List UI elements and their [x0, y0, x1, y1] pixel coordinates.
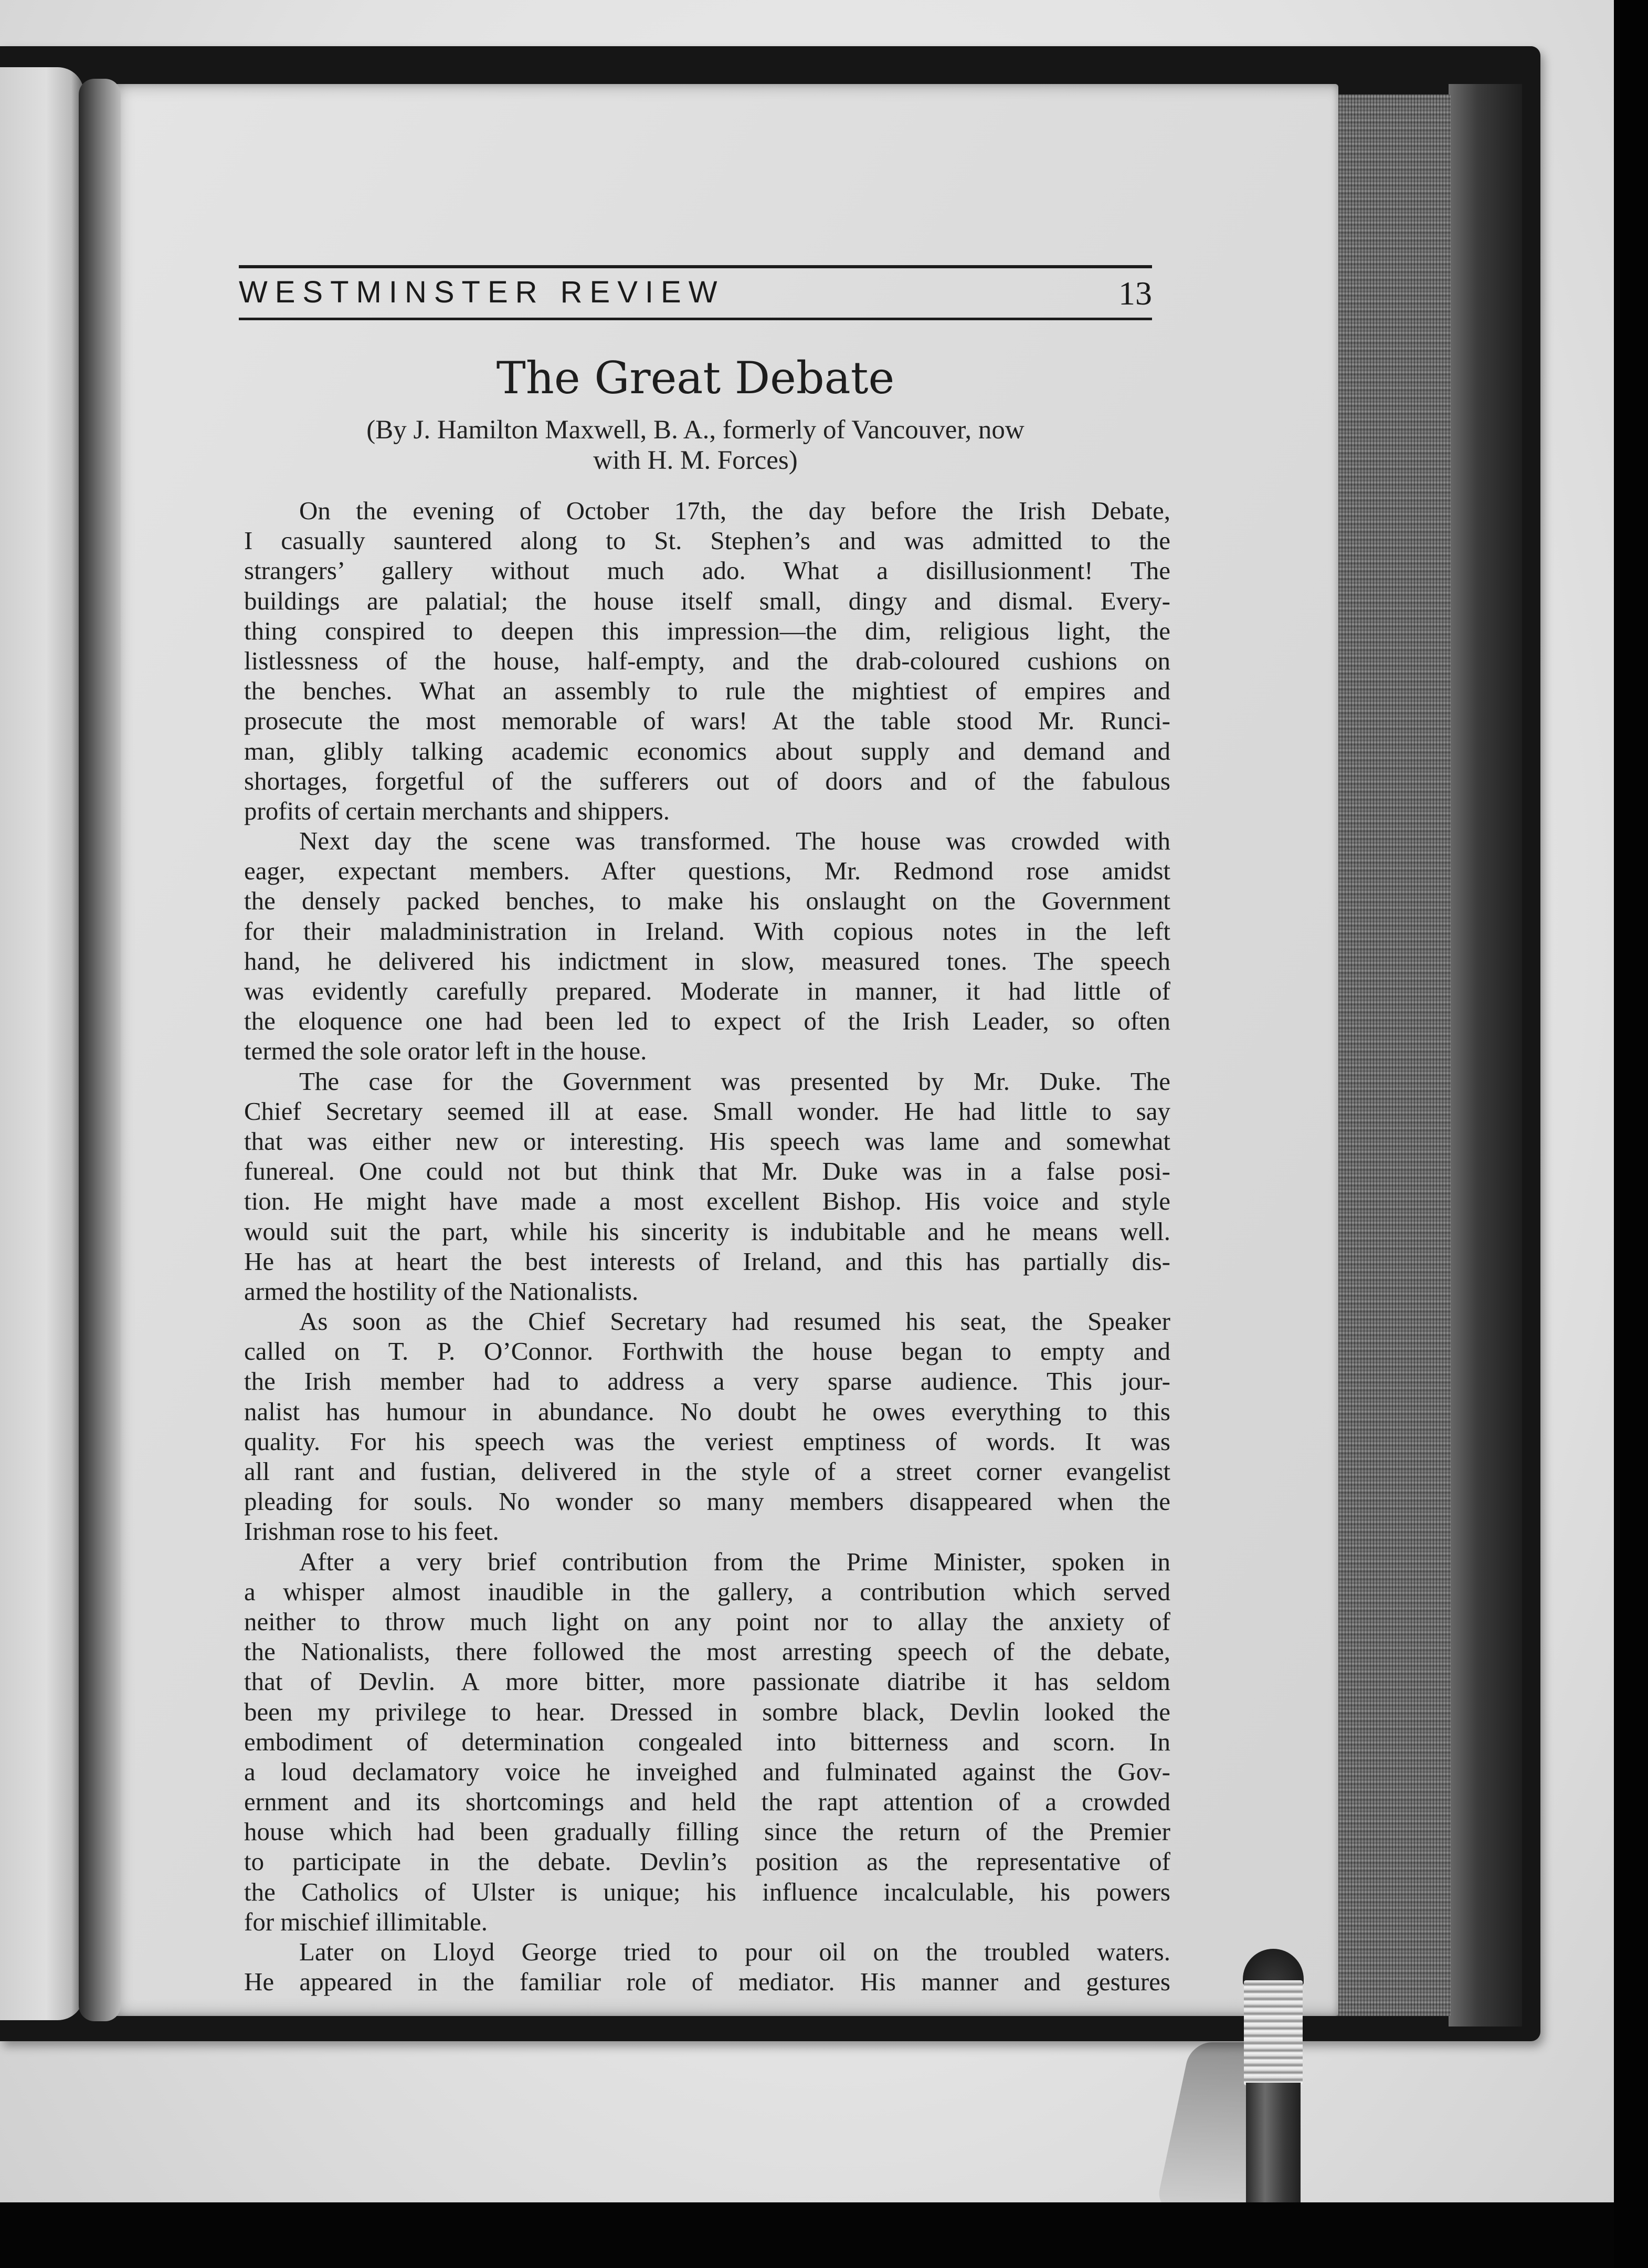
body-line: that was either new or interesting. His speech was lame and somewhat: [244, 1126, 1170, 1156]
body-line: Irishman rose to his feet.: [244, 1517, 499, 1546]
article-title: The Great Debate: [496, 352, 895, 404]
body-line: quality. For his speech was the veriest emptiness of words. It was: [244, 1426, 1170, 1456]
body-line: a loud declamatory voice he inveighed and fulminated against the Gov-: [244, 1757, 1170, 1786]
pencil-body: [1246, 2083, 1301, 2211]
body-line: I casually sauntered along to St. Stephen’s and was admitted to the: [244, 526, 1170, 555]
body-line: house which had been gradually filling since the return of the Premier: [244, 1817, 1170, 1846]
body-line: the densely packed benches, to make his onslaught on the Government: [244, 886, 1170, 916]
byline-line: (By J. Hamilton Maxwell, B. A., formerly of Vancouver, now: [366, 415, 1024, 445]
body-line: the Catholics of Ulster is unique; his influence incalculable, his powers: [244, 1877, 1170, 1906]
body-line: the Irish member had to address a very sparse audience. This jour-: [244, 1367, 1170, 1396]
body-line: the benches. What an assembly to rule the mightiest of empires and: [244, 676, 1170, 706]
byline-line: with H. M. Forces): [593, 446, 798, 475]
pencil: [1243, 1949, 1304, 2211]
body-line: ernment and its shortcomings and held the rapt attention of a crowded: [244, 1787, 1170, 1816]
body-line: eager, expectant members. After questions, Mr. Redmond rose amidst: [244, 856, 1170, 886]
body-line: nalist has humour in abundance. No doubt he owes everything to this: [244, 1396, 1170, 1426]
body-line: After a very brief contribution from the Prime Minister, spoken in: [299, 1547, 1170, 1576]
body-line: that of Devlin. A more bitter, more passionate diatribe it has seldom: [244, 1667, 1170, 1696]
body-line: been my privilege to hear. Dressed in sombre black, Devlin looked the: [244, 1697, 1170, 1726]
body-line: the Nationalists, there followed the most arresting speech of the debate,: [244, 1637, 1170, 1666]
header-rule-top: [239, 265, 1152, 268]
body-line: strangers’ gallery without much ado. What a disillusionment! The: [244, 556, 1170, 585]
pencil-ferrule: [1244, 1980, 1303, 2085]
body-line: armed the hostility of the Nationalists.: [244, 1276, 639, 1306]
body-line: for mischief illimitable.: [244, 1907, 488, 1936]
body-line: buildings are palatial; the house itself small, dingy and dismal. Every-: [244, 586, 1170, 615]
body-line: As soon as the Chief Secretary had resumed his seat, the Speaker: [299, 1307, 1170, 1336]
body-line: neither to throw much light on any point nor to allay the anxiety of: [244, 1606, 1170, 1636]
journal-name: WESTMINSTER REVIEW: [239, 275, 725, 309]
page-number: 13: [1118, 275, 1152, 312]
body-line: to participate in the debate. Devlin’s position as the representative of: [244, 1847, 1170, 1876]
body-line: Chief Secretary seemed ill at ease. Small wonder. He had little to say: [244, 1096, 1170, 1126]
book-fore-edge-shadow: [1449, 84, 1522, 2026]
photo-bottom-border: [0, 2202, 1648, 2268]
running-head: [239, 265, 1152, 324]
body-line: Later on Lloyd George tried to pour oil on the troubled waters.: [299, 1937, 1170, 1966]
body-line: profits of certain merchants and shippers.: [244, 796, 670, 825]
book-gutter: [79, 79, 121, 2021]
body-line: Next day the scene was transformed. The house was crowded with: [299, 826, 1170, 856]
article-body: [244, 496, 1170, 1997]
body-line: tion. He might have made a most excellent Bishop. His voice and style: [244, 1186, 1170, 1216]
body-line: hand, he delivered his indictment in slow, measured tones. The speech: [244, 946, 1170, 975]
body-line: was evidently carefully prepared. Moderate in manner, it had little of: [244, 976, 1170, 1005]
book-fore-edge: [1333, 94, 1451, 2016]
body-line: man, glibly talking academic economics about supply and demand and: [244, 736, 1170, 765]
body-line: He has at heart the best interests of Ireland, and this has partially dis-: [244, 1246, 1170, 1276]
body-line: He appeared in the familiar role of mediator. His manner and gestures: [244, 1967, 1170, 1997]
body-line: shortages, forgetful of the sufferers out of doors and of the fabulous: [244, 766, 1170, 795]
header-rule-bottom: [239, 318, 1152, 320]
body-line: listlessness of the house, half-empty, and the drab-coloured cushions on: [244, 646, 1170, 675]
body-line: The case for the Government was presented by Mr. Duke. The: [299, 1066, 1170, 1096]
body-line: for their maladministration in Ireland. With copious notes in the left: [244, 916, 1170, 946]
body-line: funereal. One could not but think that Mr. Duke was in a false posi-: [244, 1157, 1170, 1186]
photo-right-border: [1614, 0, 1648, 2268]
body-line: the eloquence one had been led to expect of the Irish Leader, so often: [244, 1006, 1170, 1036]
body-line: prosecute the most memorable of wars! At the table stood Mr. Runci-: [244, 706, 1170, 736]
article-byline: [239, 415, 1152, 476]
body-line: would suit the part, while his sincerity is indubitable and he means well.: [244, 1216, 1170, 1246]
body-line: embodiment of determination congealed into bitterness and scorn. In: [244, 1727, 1170, 1756]
body-line: pleading for souls. No wonder so many members disappeared when the: [244, 1487, 1170, 1516]
body-line: thing conspired to deepen this impression—the dim, religious light, the: [244, 616, 1170, 645]
body-line: a whisper almost inaudible in the gallery, a contribution which served: [244, 1577, 1170, 1606]
previous-page-edge: [0, 67, 84, 2020]
body-line: called on T. P. O’Connor. Forthwith the house began to empty and: [244, 1337, 1170, 1366]
body-line: termed the sole orator left in the house.: [244, 1036, 647, 1066]
body-line: On the evening of October 17th, the day before the Irish Debate,: [299, 496, 1170, 525]
body-line: all rant and fustian, delivered in the style of a street corner evangelist: [244, 1457, 1170, 1486]
